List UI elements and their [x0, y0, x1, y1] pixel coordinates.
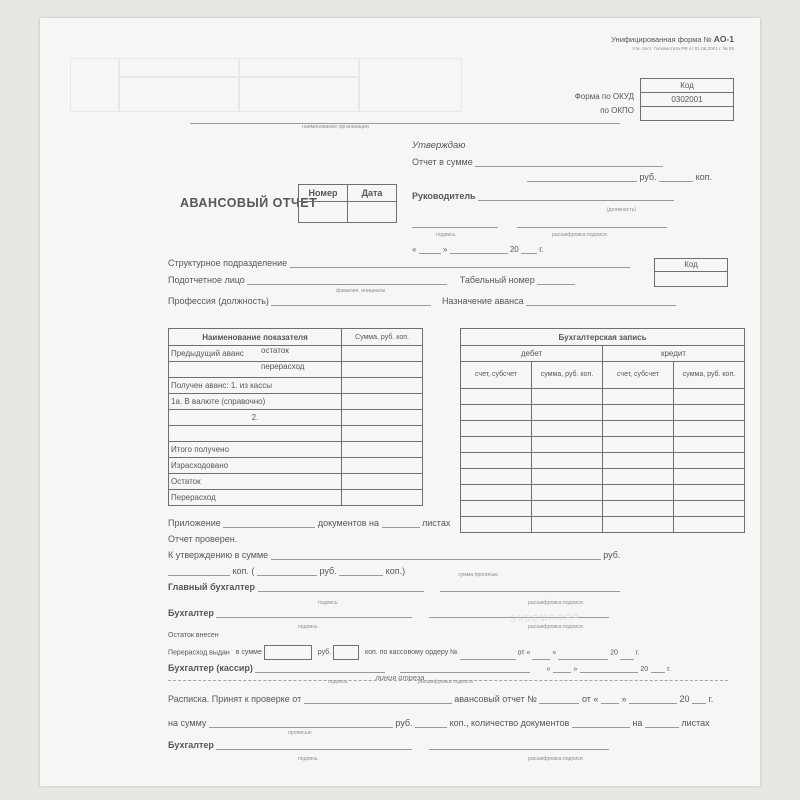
year-20-3: 20: [640, 666, 649, 673]
table-row: [169, 442, 423, 458]
rub-label-3: руб.: [319, 566, 337, 576]
row-value-0[interactable]: [342, 346, 423, 362]
cell[interactable]: [532, 421, 603, 437]
form-ao-1: [40, 18, 760, 786]
cell[interactable]: [603, 453, 674, 469]
receipt-section: [168, 694, 728, 764]
order-month-input[interactable]: [558, 650, 608, 660]
v-summe-label: в сумме: [235, 649, 262, 657]
lower-section: [168, 518, 728, 687]
cell[interactable]: [603, 469, 674, 485]
receipt-docs-count-input[interactable]: [572, 718, 630, 728]
accountable-person-input[interactable]: [247, 275, 447, 285]
podpis-caption-4: подпись: [328, 679, 348, 685]
year-g-3: г.: [667, 666, 671, 673]
year-20-2: 20: [610, 649, 618, 657]
cell[interactable]: [532, 437, 603, 453]
tab-number-input[interactable]: [537, 275, 575, 285]
kassovyi-order-input[interactable]: [460, 650, 516, 660]
accounting-entry-table: [460, 328, 745, 533]
kop-kolichestvo-label: коп., количество документов: [449, 718, 570, 728]
report-sum-input[interactable]: [475, 157, 663, 167]
fio-caption: фамилия, инициалы: [336, 288, 386, 294]
table-row: [461, 421, 745, 437]
row-value-9[interactable]: [342, 490, 423, 506]
year-g-2: г.: [635, 649, 640, 657]
indicators-header-name: Наименование показателя: [169, 329, 342, 346]
approved-kop-input[interactable]: [168, 566, 230, 576]
rasshifrovka-caption-5: расшифровка подписи: [528, 756, 583, 762]
rasshifrovka-caption-2: расшифровка подписи: [528, 600, 583, 606]
form-header: [611, 34, 734, 51]
row-value-5[interactable]: [342, 426, 423, 442]
table-row: [461, 405, 745, 421]
cell[interactable]: [532, 485, 603, 501]
number-value[interactable]: [299, 202, 348, 223]
cell[interactable]: [674, 469, 745, 485]
ot-label-2: от: [581, 694, 591, 704]
po-kassovomu-label: коп. по кассовому ордеру №: [365, 649, 458, 657]
row-sub-1: перерасход: [261, 362, 305, 371]
year-20-4: 20: [679, 694, 690, 704]
row-value-6[interactable]: [342, 442, 423, 458]
advance-purpose-label: Назначение аванса: [441, 296, 524, 306]
row-label-9: Перерасход: [169, 490, 342, 506]
group-debet: дебет: [461, 346, 603, 362]
report-sum-kop-input[interactable]: [659, 172, 693, 182]
prilozhenie-label: Приложение: [168, 518, 221, 528]
listah-label-1: листах: [422, 518, 451, 528]
kop-box-input[interactable]: [333, 645, 359, 660]
year-20-1: 20: [509, 245, 519, 254]
order-year-input[interactable]: [620, 650, 634, 660]
kassir-transcript-input[interactable]: [400, 663, 530, 673]
summa-propisyu-caption: сумма прописью: [458, 572, 499, 578]
ostatok-vnesen-label: Остаток внесен: [168, 632, 219, 639]
table-row: [169, 490, 423, 506]
receipt-kop-input[interactable]: [415, 718, 447, 728]
podpis-caption-5: подпись: [298, 756, 318, 762]
cut-line-caption: линия отреза: [375, 673, 425, 682]
receipt-day-input[interactable]: [601, 694, 619, 704]
listah-label-2: листах: [681, 718, 710, 728]
organization-name-caption: наименование организации: [302, 124, 369, 130]
table-row: [461, 469, 745, 485]
rub-label-5: руб.: [395, 718, 413, 728]
receipt-report-number-input[interactable]: [539, 694, 579, 704]
approve-day-input[interactable]: [419, 244, 441, 254]
receipt-transcript-input[interactable]: [429, 740, 609, 750]
table-row: [461, 453, 745, 469]
form-code-prefix: Унифицированная форма №: [611, 35, 714, 44]
approved-kop-words-input[interactable]: [339, 566, 383, 576]
row-value-7[interactable]: [342, 458, 423, 474]
form-code: АО-1: [713, 34, 734, 44]
table-row: [461, 485, 745, 501]
report-sum-label: Отчет в сумме: [412, 157, 473, 167]
receipt-signature-input[interactable]: [216, 740, 412, 750]
profession-input[interactable]: [271, 296, 431, 306]
number-header: Номер: [299, 185, 348, 202]
glavnyi-buhgalter-signature-input[interactable]: [258, 582, 424, 592]
quote-open-2: «: [526, 649, 531, 657]
cell[interactable]: [603, 485, 674, 501]
kassir-signature-input[interactable]: [255, 663, 385, 673]
subdivision-kod-header: Код: [655, 259, 727, 272]
subdivision-input[interactable]: [290, 258, 630, 268]
cell[interactable]: [461, 485, 532, 501]
receipt-sum-input[interactable]: [209, 718, 393, 728]
documents-on-label: документов на: [317, 518, 379, 528]
approve-month-input[interactable]: [450, 244, 508, 254]
info-block: [168, 258, 728, 313]
propisyu-caption: прописью: [288, 730, 312, 736]
rub-label-2: руб.: [603, 550, 621, 560]
kop-close-label: коп.): [385, 566, 406, 576]
quote-open-3: «: [546, 666, 551, 673]
bleed-through-artifact: [70, 58, 460, 110]
page-title: АВАНСОВЫЙ ОТЧЕТ: [180, 196, 318, 210]
ot-label-1: от: [517, 649, 525, 657]
advance-purpose-input[interactable]: [526, 296, 676, 306]
kassir-month-input[interactable]: [580, 663, 638, 673]
rasshifrovka-caption-1: расшифровка подписи: [552, 232, 607, 238]
summa-box-input[interactable]: [264, 645, 312, 660]
kop-label-1: коп.: [695, 172, 712, 182]
cell[interactable]: [603, 437, 674, 453]
kod-box: [640, 78, 734, 121]
quote-close-3: »: [573, 666, 578, 673]
approved-rub-words-input[interactable]: [257, 566, 317, 576]
cell[interactable]: [532, 389, 603, 405]
row-value-3[interactable]: [342, 394, 423, 410]
quote-close-2: »: [552, 649, 557, 657]
podpis-caption-2: подпись: [318, 600, 338, 606]
rub-label-1: руб.: [639, 172, 657, 182]
otchet-proveren-label: Отчет проверен.: [168, 534, 238, 544]
row-label-6: Итого получено: [169, 442, 342, 458]
indicators-table: [168, 328, 423, 506]
accounting-title: Бухгалтерская запись: [461, 329, 745, 346]
row-label-5: [169, 426, 342, 442]
prilozhenie-input[interactable]: [223, 518, 315, 528]
utverzhdayu-label: Утверждаю: [412, 140, 466, 151]
accountable-person-label: Подотчетное лицо: [168, 275, 245, 285]
okpo-value[interactable]: [641, 106, 733, 120]
cell[interactable]: [461, 469, 532, 485]
col-debet-account: счет, субсчет: [461, 362, 532, 389]
row-label-8: Остаток: [169, 474, 342, 490]
quote-close-1: »: [442, 245, 448, 254]
col-kredit-account: счет, субсчет: [603, 362, 674, 389]
cell[interactable]: [603, 405, 674, 421]
dolzhnost-caption: (должность): [606, 207, 636, 213]
subdivision-label: Структурное подразделение: [168, 258, 288, 268]
row-sub-0: остаток: [261, 346, 289, 355]
raspiska-from-input[interactable]: [304, 694, 452, 704]
form-approval-note: Утв. пост. Госкомстата РФ от 01.08.2001 г. № 55: [632, 46, 734, 51]
row-label-3: 1а. В валюте (справочно): [169, 394, 342, 410]
table-row: [169, 362, 423, 378]
cell[interactable]: [674, 437, 745, 453]
table-row: [169, 410, 423, 426]
cell[interactable]: [461, 437, 532, 453]
order-day-input[interactable]: [532, 650, 550, 660]
row-value-1[interactable]: [342, 362, 423, 378]
na-label: на: [632, 718, 643, 728]
profession-label: Профессия (должность): [168, 296, 269, 306]
receipt-pages-input[interactable]: [645, 718, 679, 728]
podpis-caption-3: подпись: [298, 624, 318, 630]
cell[interactable]: [461, 405, 532, 421]
row-value-8[interactable]: [342, 474, 423, 490]
cell[interactable]: [461, 389, 532, 405]
table-row: [169, 458, 423, 474]
raspiska-label: Расписка. Принят к проверке от: [168, 694, 302, 704]
cell[interactable]: [532, 469, 603, 485]
cell[interactable]: [461, 421, 532, 437]
rukovoditel-transcript-input[interactable]: [517, 218, 667, 228]
table-row: [169, 378, 423, 394]
receipt-year-input[interactable]: [692, 694, 706, 704]
cell[interactable]: [532, 501, 603, 517]
date-value[interactable]: [348, 202, 397, 223]
rukovoditel-label: Руководитель: [412, 191, 476, 201]
tab-number-label: Табельный номер: [459, 275, 535, 285]
cell[interactable]: [674, 421, 745, 437]
document-page: [40, 18, 760, 786]
cell[interactable]: [532, 453, 603, 469]
buhgalter-kassir-label: Бухгалтер (кассир): [168, 663, 253, 673]
quote-close-4: »: [621, 694, 627, 704]
group-kredit: кредит: [603, 346, 745, 362]
row-value-2[interactable]: [342, 378, 423, 394]
kassir-day-input[interactable]: [553, 663, 571, 673]
table-row: [169, 346, 423, 362]
row-label-7: Израсходовано: [169, 458, 342, 474]
col-debet-sum: сумма, руб. коп.: [532, 362, 603, 389]
col-kredit-sum: сумма, руб. коп.: [674, 362, 745, 389]
year-g-4: г.: [708, 694, 714, 704]
k-utverzhdeniyu-label: К утверждению в сумме: [168, 550, 269, 560]
na-summu-label: на сумму: [168, 718, 207, 728]
avansovyi-otchet-no-label: авансовый отчет №: [454, 694, 537, 704]
table-row: [461, 437, 745, 453]
documents-pages-input[interactable]: [382, 518, 420, 528]
indicators-header-sum: Сумма, руб. коп.: [342, 329, 423, 346]
date-header: Дата: [348, 185, 397, 202]
kop-paren-open: коп. (: [232, 566, 255, 576]
row-value-4[interactable]: [342, 410, 423, 426]
organization-name-line[interactable]: [190, 122, 620, 124]
table-row: [169, 394, 423, 410]
cell[interactable]: [603, 421, 674, 437]
table-row: [461, 389, 745, 405]
quote-open-4: «: [593, 694, 599, 704]
buhgalter-label-1: Бухгалтер: [168, 608, 214, 618]
row-label-0: Предыдущий аванс: [171, 349, 244, 358]
row-label-2: Получен аванс: 1. из кассы: [169, 378, 342, 394]
approval-block: [412, 140, 712, 258]
kassir-year-input[interactable]: [651, 663, 665, 673]
cell[interactable]: [674, 405, 745, 421]
report-sum-rub-input[interactable]: [527, 172, 637, 182]
year-g-1: г.: [539, 245, 544, 254]
rukovoditel-signature-input[interactable]: [412, 218, 498, 228]
buhgalter-label-2: Бухгалтер: [168, 740, 214, 750]
rasshifrovka-caption-4: расшифровка подписи: [418, 679, 473, 685]
k-utverzhdeniyu-input[interactable]: [271, 550, 601, 560]
watermark: ЭКЗЕМПЛЯР: [509, 612, 581, 624]
cell[interactable]: [674, 485, 745, 501]
podpis-caption-1: подпись: [436, 232, 456, 238]
table-row: [169, 426, 423, 442]
cell[interactable]: [532, 405, 603, 421]
cell[interactable]: [603, 389, 674, 405]
pererashod-vydan-label: Перерасход выдан: [168, 649, 230, 657]
glavnyi-buhgalter-transcript-input[interactable]: [440, 582, 620, 592]
receipt-month-input[interactable]: [629, 694, 677, 704]
rub-label-4: руб.: [317, 649, 332, 657]
table-row: [169, 474, 423, 490]
cell[interactable]: [603, 501, 674, 517]
number-date-table: [298, 184, 397, 223]
glavnyi-buhgalter-label: Главный бухгалтер: [168, 582, 256, 592]
cell[interactable]: [461, 453, 532, 469]
approve-year-input[interactable]: [521, 244, 537, 254]
okud-value[interactable]: 0302001: [671, 95, 703, 104]
rukovoditel-position-input[interactable]: [478, 191, 674, 201]
cell[interactable]: [674, 501, 745, 517]
okud-label: Форма по ОКУД: [574, 92, 634, 101]
table-row: [461, 501, 745, 517]
cell[interactable]: [674, 389, 745, 405]
cell[interactable]: [674, 453, 745, 469]
cell[interactable]: [461, 501, 532, 517]
okpo-label: по ОКПО: [600, 106, 634, 115]
rasshifrovka-caption-3: расшифровка подписи: [528, 624, 583, 630]
row-label-4: 2.: [169, 410, 342, 426]
buhgalter-signature-input[interactable]: [216, 608, 412, 618]
kod-header: Код: [641, 79, 733, 93]
quote-open-1: «: [412, 245, 417, 254]
